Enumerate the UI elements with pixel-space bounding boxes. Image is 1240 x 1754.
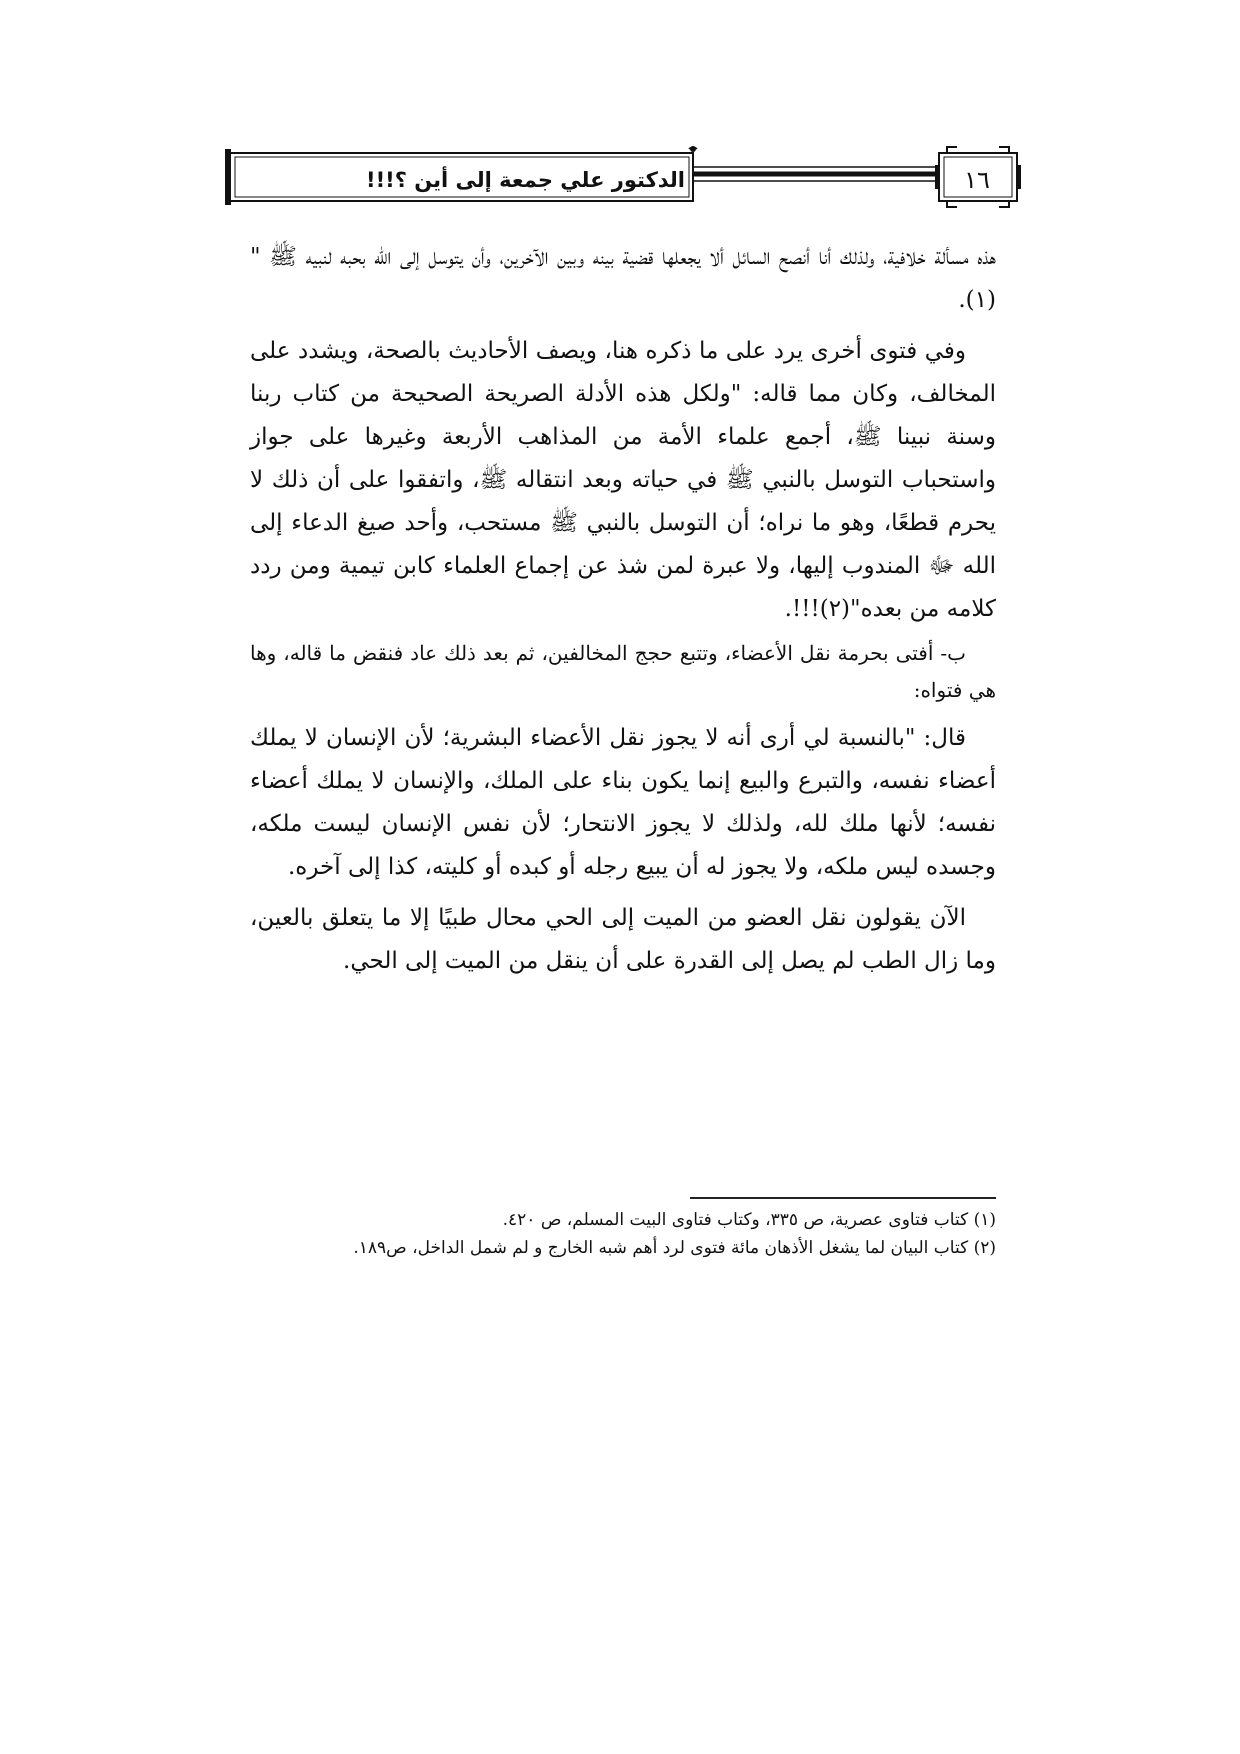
page-header [223, 143, 1023, 213]
paragraph-4: قال: "بالنسبة لي أرى أنه لا يجوز نقل الأعضاء البشرية؛ لأن الإنسان لا يملك أعضاء نفسه، والتبرع والبيع إنما يكون بناء على الملك، والإنسان لا يملك أعضاء نفسه؛ لأنها ملك لله، ولذلك لا يجوز الانتحار؛ لأن نفس الإنسان ليست ملكه، وجسده ليس ملكه، ولا يجوز له أن يبيع رجله أو كبده أو كليته، كذا إلى آخره. [250, 725, 996, 880]
paragraph-5: الآن يقولون نقل العضو من الميت إلى الحي محال طبيًا إلا ما يتعلق بالعين، وما زال الطب لم يصل إلى القدرة على أن ينقل من الميت إلى الحي. [250, 905, 996, 974]
paragraph-1: هذه مسألة خلافية، ولذلك أنا أنصح السائل ألا يجعلها قضية بينه وبين الآخرين، وأن يتوسل إلى الله بحبه لنبيه ﷺ "(١). [250, 244, 996, 313]
footnote-separator [690, 1197, 996, 1199]
body-text [250, 236, 996, 983]
paragraph-2: وفي فتوى أخرى يرد على ما ذكره هنا، ويصف الأحاديث بالصحة، ويشدد على المخالف، وكان مما قاله: "ولكل هذه الأدلة الصريحة الصحيحة من كتاب ربنا وسنة نبينا ﷺ، أجمع علماء الأمة من المذاهب الأربعة وغيرها على جواز واستحباب التوسل بالنبي ﷺ في حياته وبعد انتقاله ﷺ، واتفقوا على أن ذلك لا يحرم قطعًا، وهو ما نراه؛ أن التوسل بالنبي ﷺ مستحب، وأحد صيغ الدعاء إلى الله ﷻ المندوب إليها، ولا عبرة لمن شذ عن إجماع العلماء كابن تيمية ومن ردد كلامه من بعده"(٢)!!!. [250, 338, 996, 622]
running-title: الدكتور علي جمعة إلى أين ؟!!! [366, 168, 685, 192]
footnote-1: (١) كتاب فتاوى عصرية، ص ٣٣٥، وكتاب فتاوى البيت المسلم، ص ٤٢٠. [502, 1210, 996, 1230]
footnotes [250, 1206, 996, 1262]
footnote-2: (٢) كتاب البيان لما يشغل الأذهان مائة فتوى لرد أهم شبه الخارج و لم شمل الداخل، ص١٨٩. [353, 1238, 996, 1258]
paragraph-3: ب- أفتى بحرمة نقل الأعضاء، وتتبع حجج المخالفين، ثم بعد ذلك عاد فنقض ما قاله، وها هي فتواه: [250, 641, 996, 702]
page-number: ١٦ [964, 166, 990, 194]
